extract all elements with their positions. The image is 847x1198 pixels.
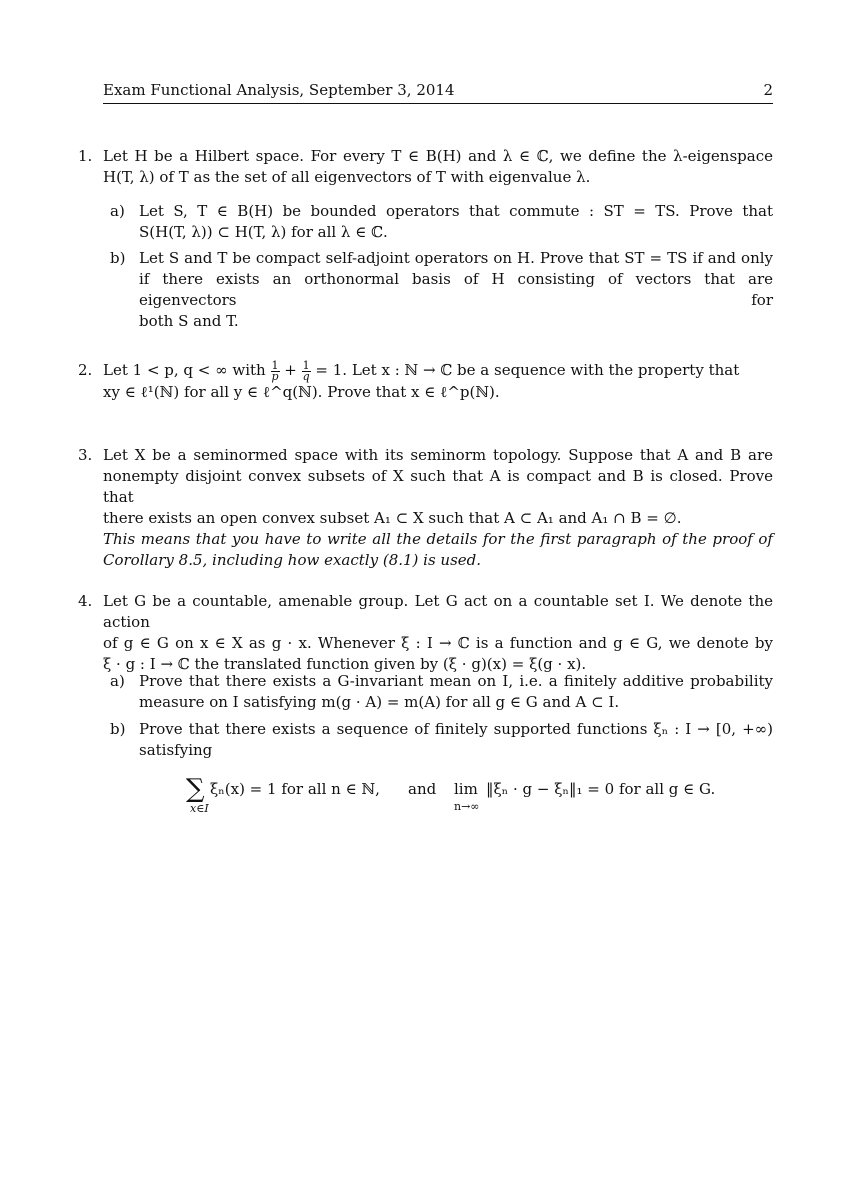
page-number: 2 <box>763 81 773 99</box>
part-label: b) <box>110 720 126 738</box>
problem-text <box>103 360 773 403</box>
part-label: b) <box>110 249 126 267</box>
part-text <box>139 248 773 332</box>
text-line <box>103 360 773 382</box>
formula-lim: lim <box>454 780 478 798</box>
text-line: Let G be a countable, amenable group. Let G act on a countable set I. We denote the action <box>103 592 773 631</box>
text-line: ξ · g : I → ℂ the translated function given by (ξ · g)(x) = ξ(g · x). <box>103 655 587 673</box>
fraction-numerator: 1 <box>271 358 279 372</box>
fraction-1-over-q <box>302 358 311 383</box>
lim-subscript: n→∞ <box>454 800 480 813</box>
text-line: there exists an open convex subset A₁ ⊂ X such that A ⊂ A₁ and A₁ ∩ B = ∅. <box>103 509 682 527</box>
part-text <box>139 201 773 243</box>
fraction-denominator: p <box>271 369 279 383</box>
fraction-1-over-p <box>271 358 280 383</box>
problem-text <box>103 445 773 571</box>
text-line: H(T, λ) of T as the set of all eigenvectors of T with eigenvalue λ. <box>103 168 591 186</box>
note-line: This means that you have to write all the details for the first paragraph of the proof of <box>103 530 773 548</box>
problem-number: 1. <box>78 147 93 165</box>
text-line: if there exists an orthonormal basis of H consisting of vectors that are eigenvectors for <box>139 270 773 309</box>
note-line: Corollary 8.5, including how exactly (8.1) is used. <box>103 551 482 569</box>
problem-number: 2. <box>78 361 93 379</box>
part-label: a) <box>110 202 125 220</box>
sum-subscript: x∈I <box>190 802 209 815</box>
text-line: nonempty disjoint convex subsets of X such that A is compact and B is closed. Prove that <box>103 467 773 506</box>
page-header <box>103 81 773 104</box>
text-segment: Let 1 < p, q < ∞ with <box>103 361 266 379</box>
formula-and: and <box>408 780 437 798</box>
text-line: Let H be a Hilbert space. For every T ∈ B(H) and λ ∈ ℂ, we define the λ-eigenspace <box>103 147 773 165</box>
text-line: Let S and T be compact self-adjoint operators on H. Prove that ST = TS if and only <box>139 249 773 267</box>
fraction-denominator: q <box>302 369 310 383</box>
text-line: satisfying <box>139 741 213 759</box>
text-line: xy ∈ ℓ¹(ℕ) for all y ∈ ℓ^q(ℕ). Prove that x ∈ ℓ^p(ℕ). <box>103 382 500 401</box>
formula-part-2: ‖ξₙ · g − ξₙ‖₁ = 0 for all g ∈ G. <box>486 780 716 798</box>
fraction-numerator: 1 <box>302 358 310 372</box>
text-line: both S and T. <box>139 312 239 330</box>
problem-text <box>103 146 773 188</box>
text-line: Prove that there exists a G-invariant mean on I, i.e. a finitely additive probability <box>139 672 773 690</box>
formula-part-1: ξₙ(x) = 1 for all n ∈ ℕ, <box>210 780 380 798</box>
problem-number: 3. <box>78 446 93 464</box>
text-line: of g ∈ G on x ∈ X as g · x. Whenever ξ : I → ℂ is a function and g ∈ G, we denote by <box>103 634 773 652</box>
problem-text <box>103 591 773 675</box>
text-line: Let X be a seminormed space with its seminorm topology. Suppose that A and B are <box>103 446 773 464</box>
part-text <box>139 719 773 761</box>
plus-sign: + <box>284 361 297 379</box>
text-line: Let S, T ∈ B(H) be bounded operators that commute : ST = TS. Prove that <box>139 202 773 220</box>
display-formula <box>186 776 746 820</box>
problem-number: 4. <box>78 592 93 610</box>
sum-symbol: ∑ <box>186 774 205 804</box>
part-label: a) <box>110 672 125 690</box>
text-segment: = 1. Let x : ℕ → ℂ be a sequence with the property that <box>315 361 740 379</box>
text-line: S(H(T, λ)) ⊂ H(T, λ) for all λ ∈ ℂ. <box>139 223 388 241</box>
text-line: measure on I satisfying m(g · A) = m(A) for all g ∈ G and A ⊂ I. <box>139 693 620 711</box>
part-text <box>139 671 773 713</box>
header-title: Exam Functional Analysis, September 3, 2014 <box>103 81 455 99</box>
text-line: Prove that there exists a sequence of finitely supported functions ξₙ : I → [0, +∞) <box>139 720 773 738</box>
